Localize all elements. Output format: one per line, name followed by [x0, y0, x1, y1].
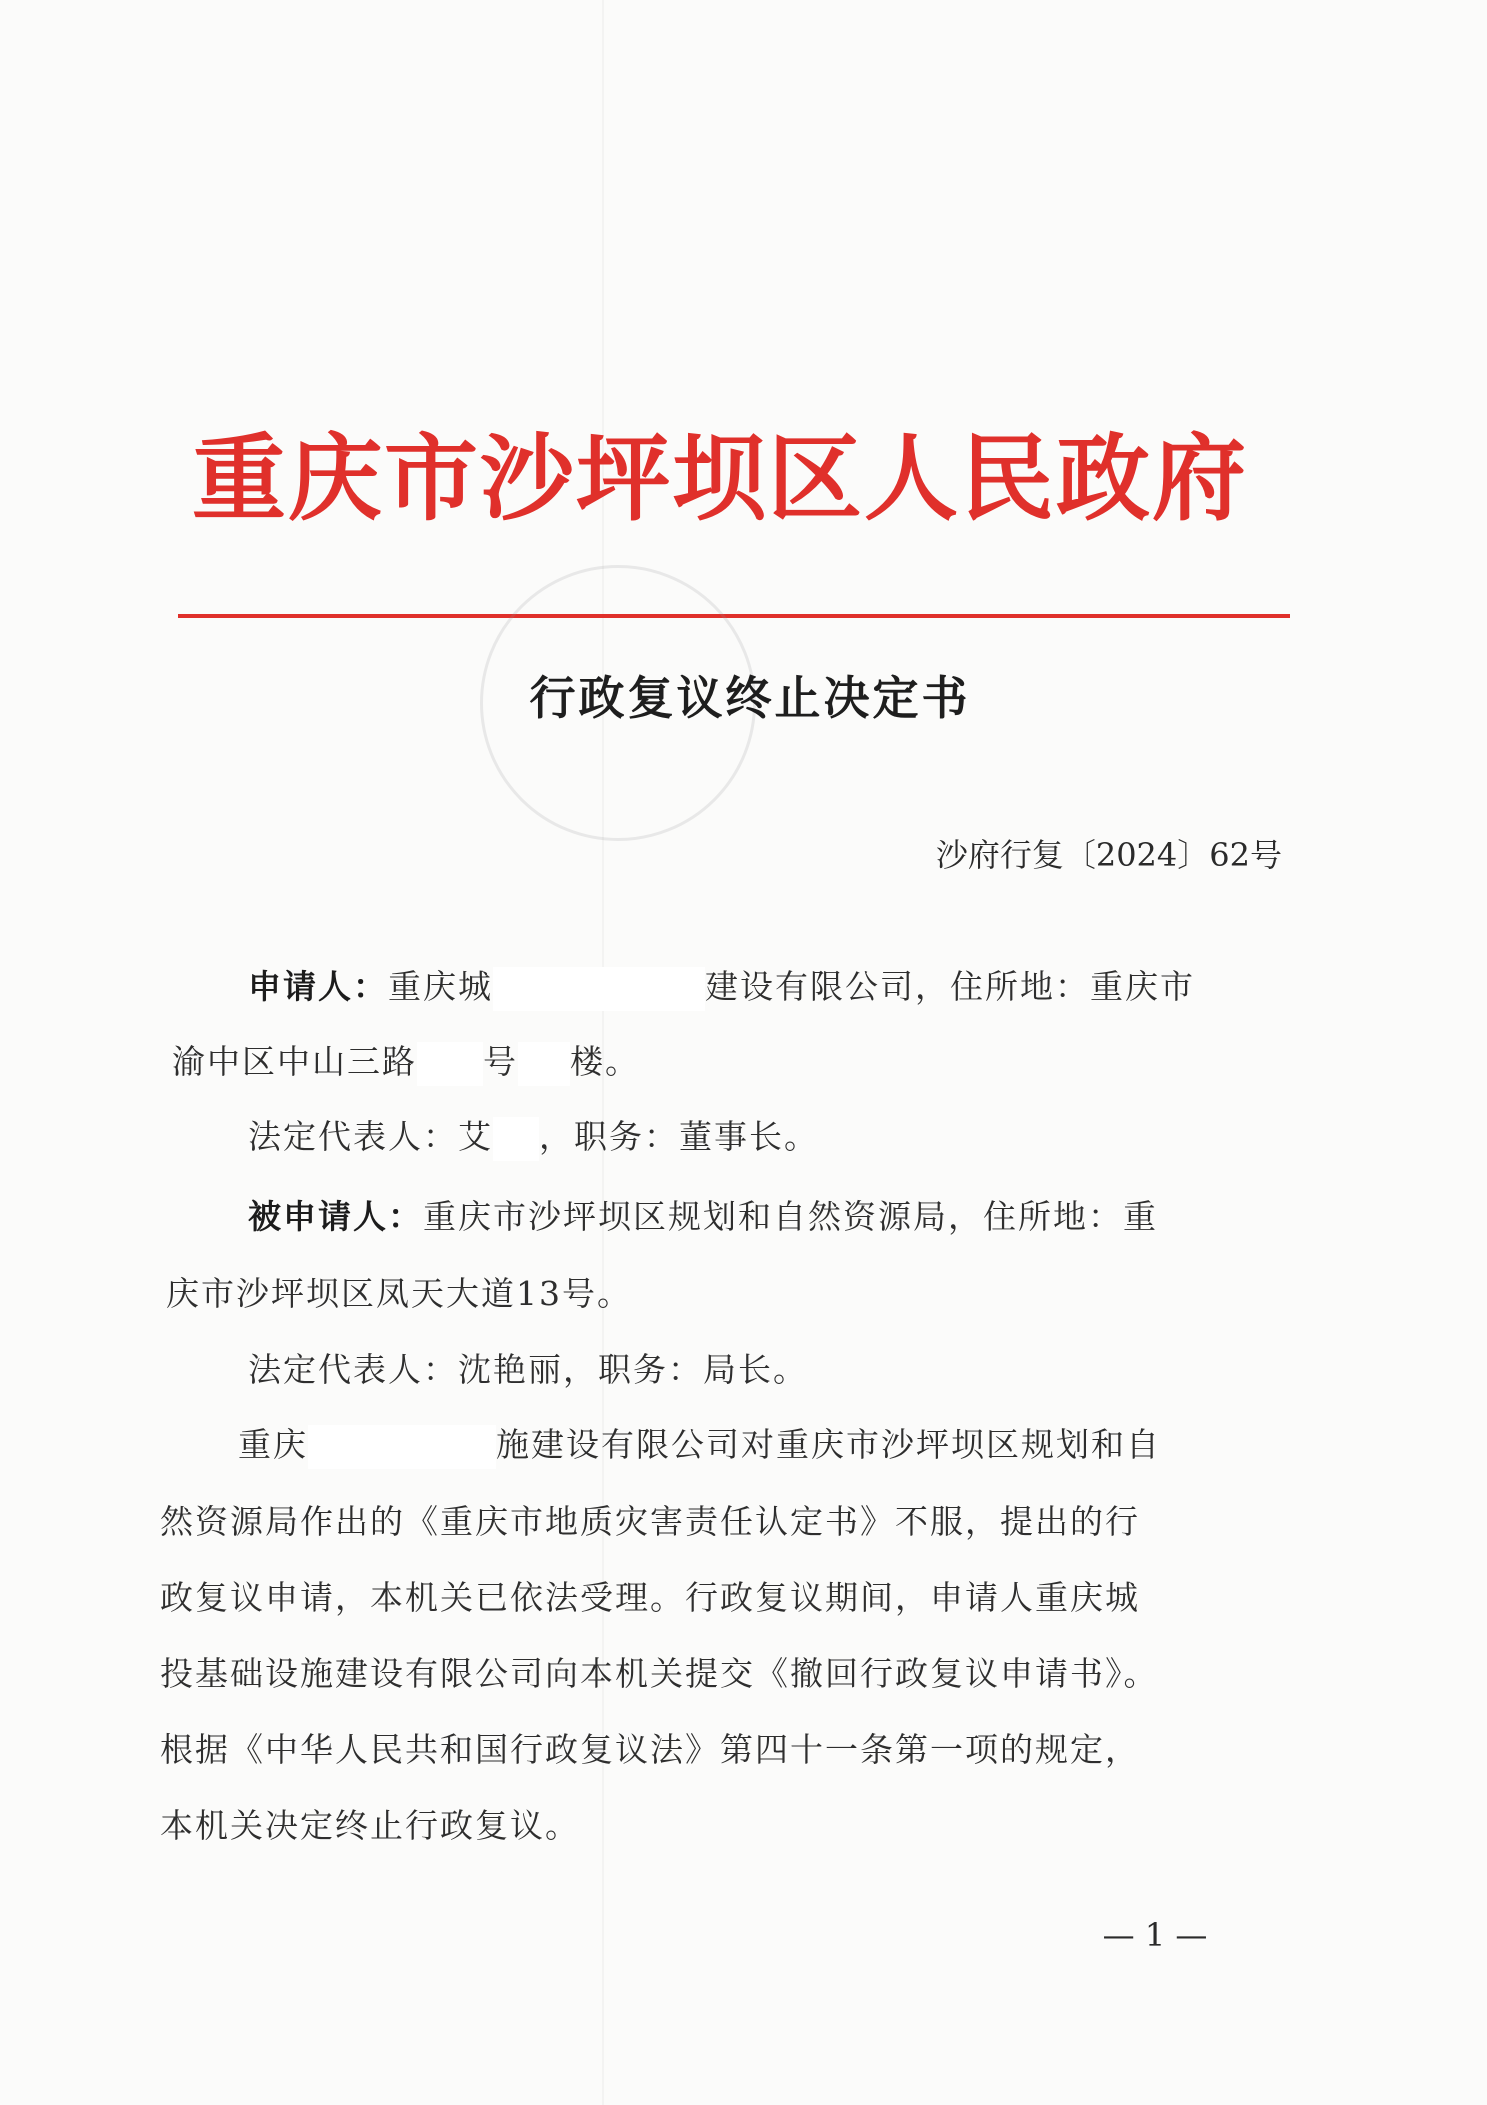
- redaction-block: [308, 1425, 496, 1469]
- body-line-6: 本机关决定终止行政复议。: [160, 1806, 580, 1845]
- body-line-1-start: 重庆: [238, 1425, 308, 1464]
- body-line-1: [238, 1413, 1161, 1477]
- respondent-representative: 法定代表人：沈艳丽，职务：局长。: [248, 1350, 808, 1389]
- applicant-address-start: 渝中区中山三路: [172, 1042, 417, 1081]
- respondent-line-1: [248, 1185, 1158, 1249]
- applicant-rep-end: ，职务：董事长。: [539, 1117, 819, 1156]
- body-line-4: 投基础设施建设有限公司向本机关提交《撤回行政复议申请书》。: [160, 1654, 1159, 1693]
- respondent-line-1-text: 重庆市沙坪坝区规划和自然资源局，住所地：重: [423, 1197, 1158, 1236]
- body-line-5: 根据《中华人民共和国行政复议法》第四十一条第一项的规定，: [160, 1730, 1140, 1769]
- applicant-address-end: 楼。: [570, 1042, 640, 1081]
- body-line-2: 然资源局作出的《重庆市地质灾害责任认定书》不服，提出的行: [160, 1502, 1140, 1541]
- page-number: — 1 —: [1102, 1916, 1208, 1954]
- body-line-3: 政复议申请，本机关已依法受理。行政复议期间，申请人重庆城: [160, 1578, 1140, 1617]
- applicant-representative: [248, 1105, 819, 1169]
- respondent-line-2: 庆市沙坪坝区凤天大道13号。: [166, 1274, 632, 1313]
- applicant-rep-start: 法定代表人：艾: [248, 1117, 493, 1156]
- applicant-name-end: 建设有限公司，住所地：重庆市: [705, 967, 1195, 1006]
- applicant-line-1: [248, 955, 1195, 1019]
- red-separator-line: [178, 614, 1290, 618]
- document-title: 行政复议终止决定书: [529, 671, 971, 725]
- applicant-line-2: [172, 1030, 640, 1094]
- applicant-name-start: 重庆城: [388, 967, 493, 1006]
- redaction-block: [493, 1117, 539, 1161]
- issuer-masthead: 重庆市沙坪坝区人民政府: [191, 423, 1248, 534]
- applicant-label: 申请人：: [248, 967, 388, 1006]
- redaction-block: [518, 1042, 570, 1086]
- redaction-block: [417, 1042, 483, 1086]
- applicant-address-mid: 号: [483, 1042, 518, 1081]
- redaction-block: [493, 967, 705, 1011]
- respondent-label: 被申请人：: [248, 1197, 423, 1236]
- document-number: 沙府行复〔2024〕62号: [935, 836, 1282, 874]
- body-line-1-end: 施建设有限公司对重庆市沙坪坝区规划和自: [496, 1425, 1161, 1464]
